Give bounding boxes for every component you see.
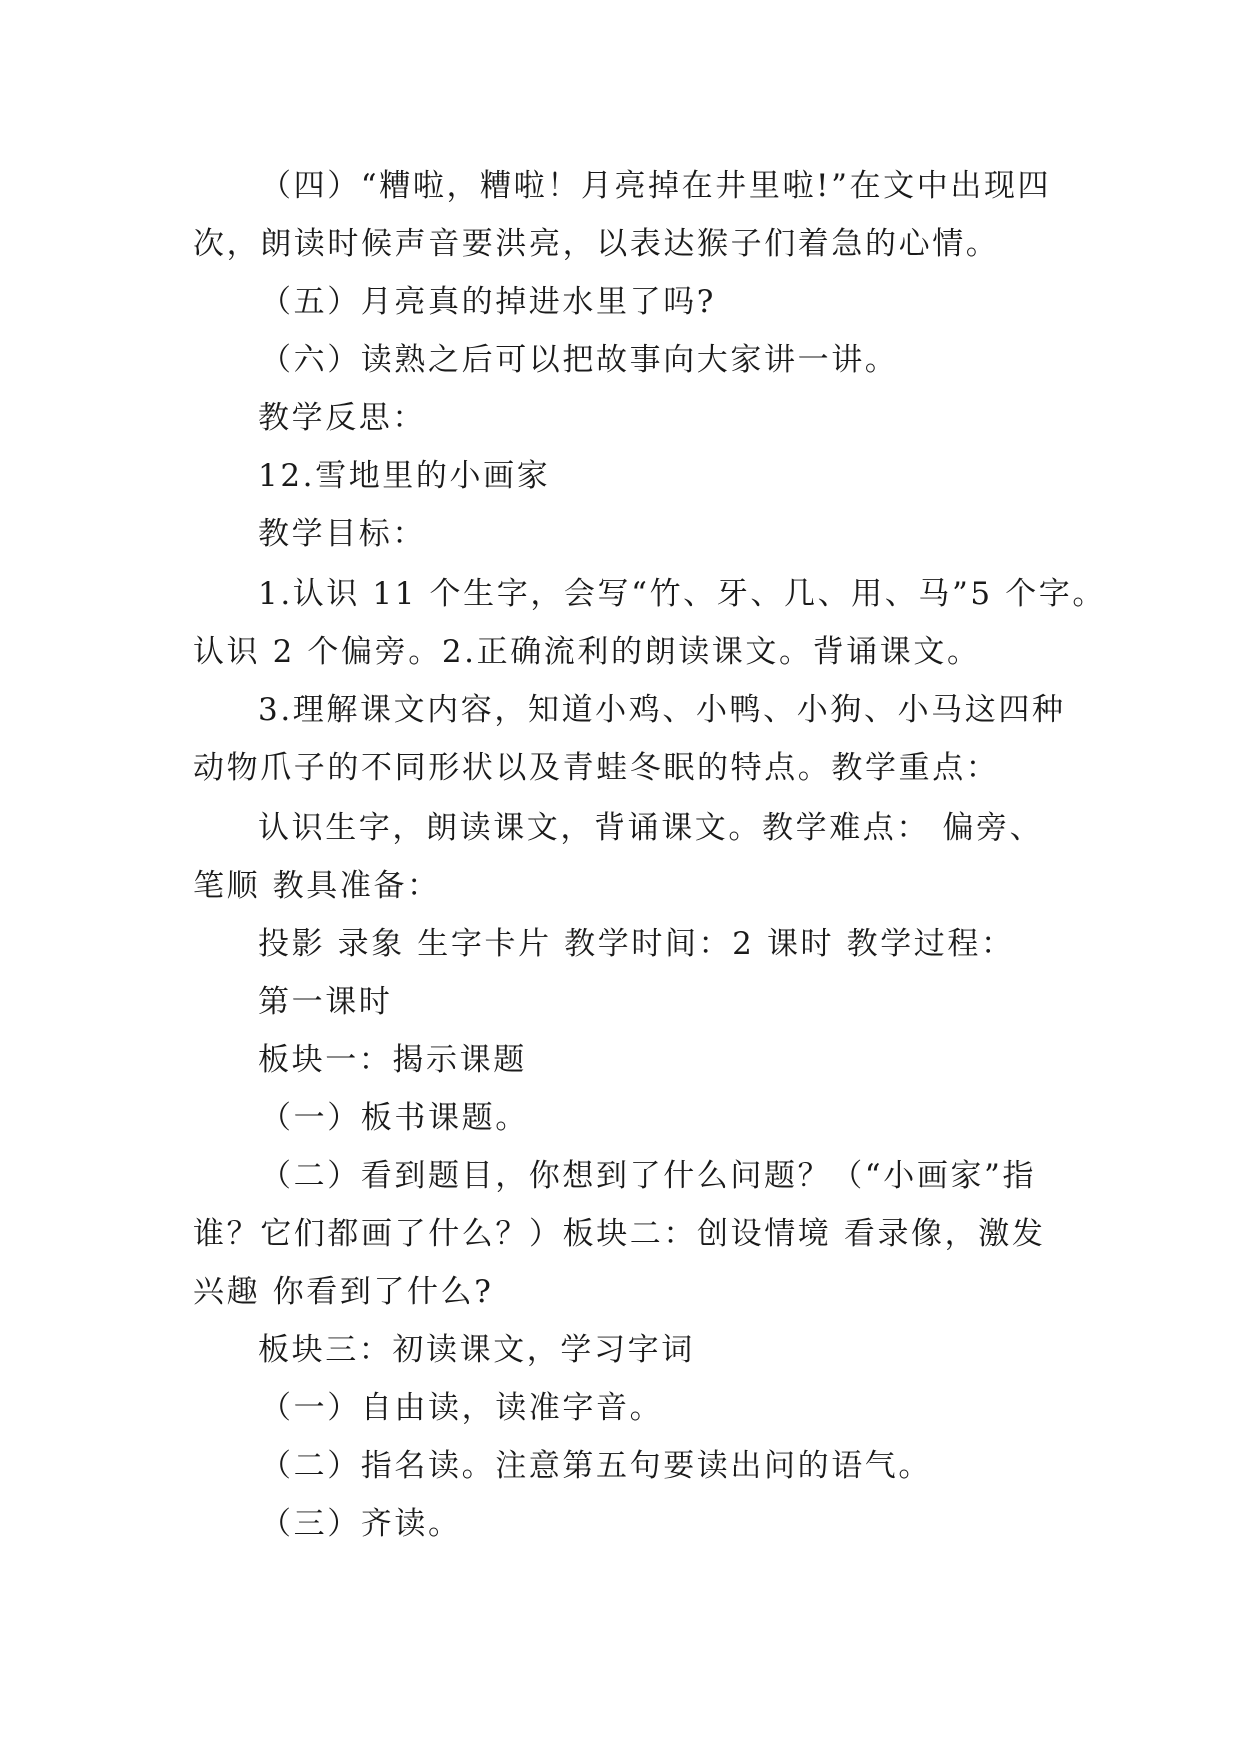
section-heading: 第一课时 xyxy=(258,984,393,1020)
text-line: （二）指名读。注意第五句要读出问的语气。 xyxy=(260,1448,932,1484)
text-line: （四）“糟啦，糟啦！月亮掉在井里啦!”在文中出现四 xyxy=(260,168,1052,204)
section-heading: 教学反思： xyxy=(258,400,426,436)
text-line: （一）自由读，读准字音。 xyxy=(260,1390,664,1426)
section-heading: 教学目标： xyxy=(258,516,426,552)
text-line: 谁？它们都画了什么？）板块二：创设情境 看录像，激发 xyxy=(193,1216,1046,1252)
text-line: 兴趣 你看到了什么? xyxy=(193,1274,494,1310)
section-heading: 板块一：揭示课题 xyxy=(258,1042,527,1078)
text-line: （五）月亮真的掉进水里了吗? xyxy=(260,284,717,320)
text-line: 认识 2 个偏旁。2.正确流利的朗读课文。背诵课文。 xyxy=(193,634,981,670)
text-line: （一）板书课题。 xyxy=(260,1100,529,1136)
text-line: 笔顺 教具准备： xyxy=(193,868,441,904)
text-line: 动物爪子的不同形状以及青蛙冬眠的特点。教学重点： xyxy=(193,750,1000,786)
text-line: 投影 录象 生字卡片 教学时间：2 课时 教学过程： xyxy=(258,926,1015,962)
lesson-title: 12.雪地里的小画家 xyxy=(258,458,551,494)
section-heading: 板块三：初读课文，学习字词 xyxy=(258,1332,695,1368)
text-line: （六）读熟之后可以把故事向大家讲一讲。 xyxy=(260,342,899,378)
text-line: 1.认识 11 个生字，会写“竹、牙、几、用、马”5 个字。 xyxy=(258,576,1107,612)
text-line: 3.理解课文内容，知道小鸡、小鸭、小狗、小马这四种 xyxy=(258,692,1066,728)
text-line: （三）齐读。 xyxy=(260,1506,462,1542)
text-line: 次，朗读时候声音要洪亮，以表达猴子们着急的心情。 xyxy=(193,226,1000,262)
text-line: 认识生字，朗读课文，背诵课文。教学难点： 偏旁、 xyxy=(258,810,1044,846)
text-line: （二）看到题目，你想到了什么问题？（“小画家”指 xyxy=(260,1158,1037,1194)
